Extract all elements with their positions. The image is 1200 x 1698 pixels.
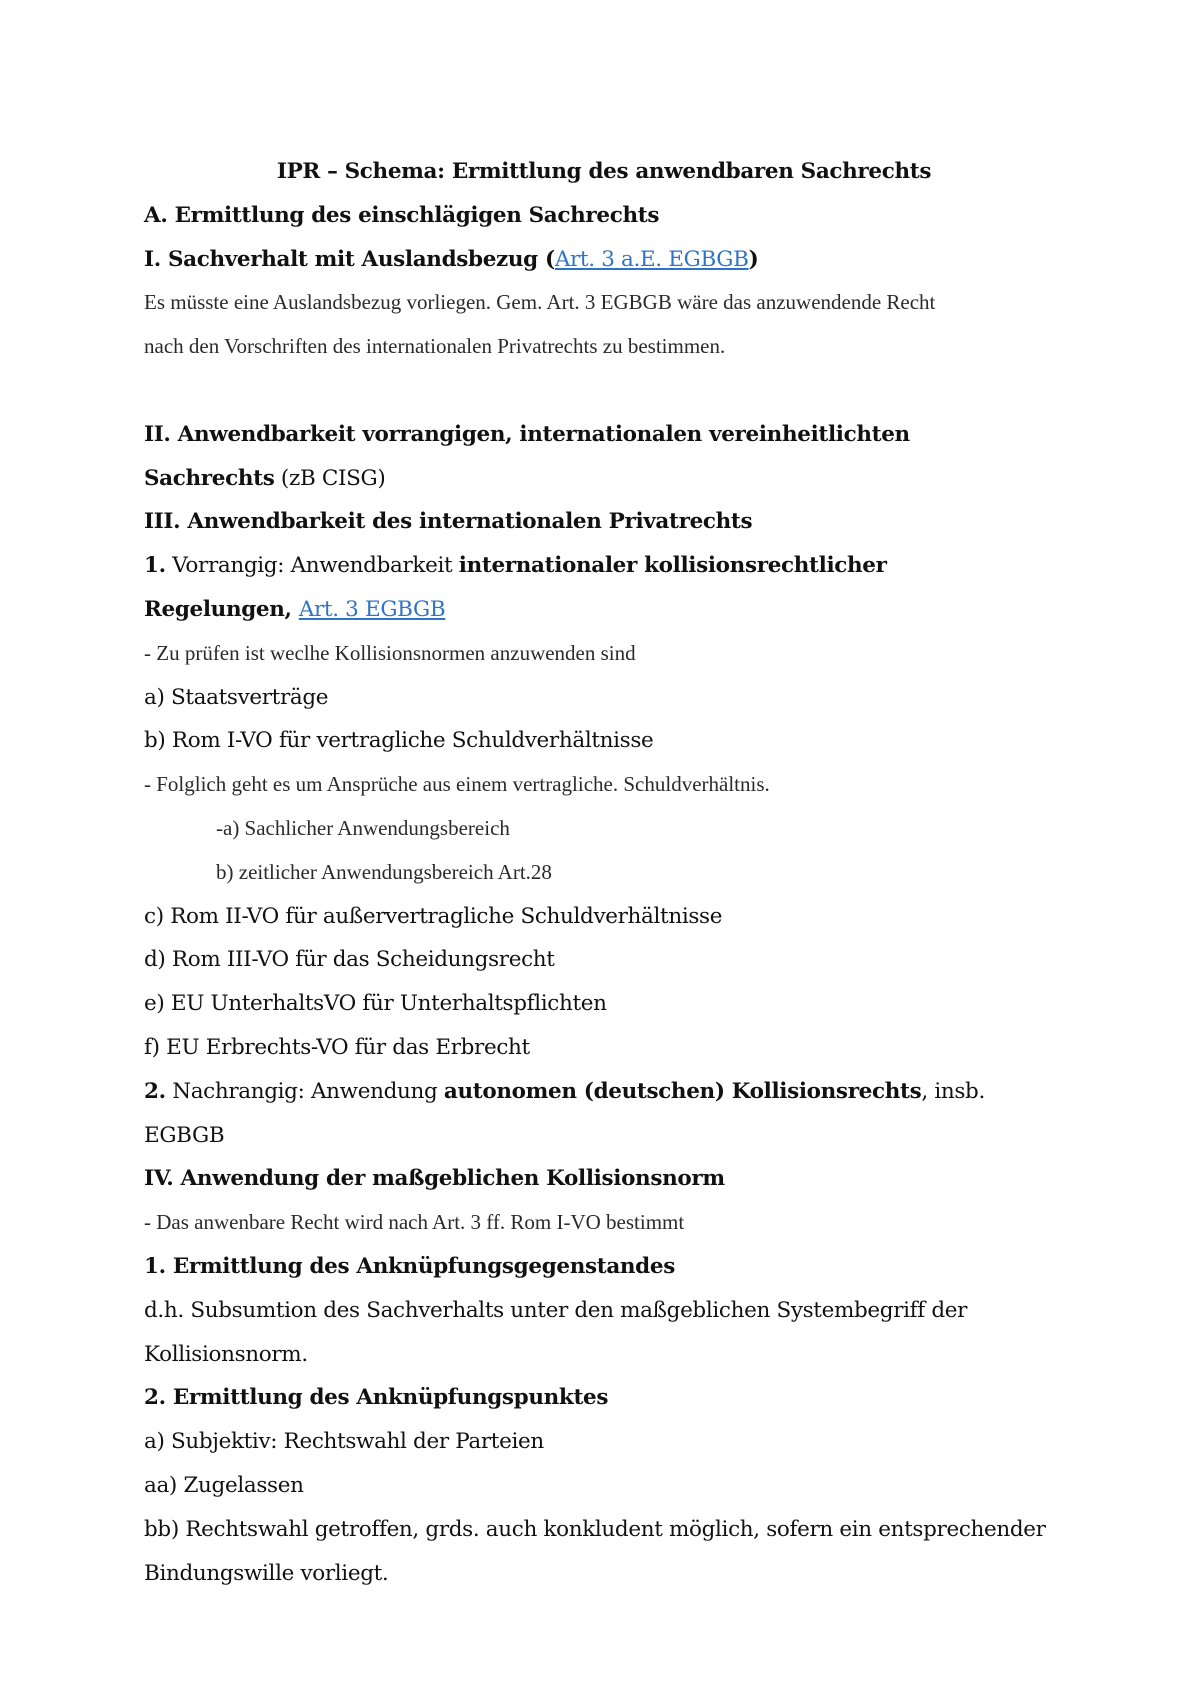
section-ii-rest: (zB CISG)	[274, 465, 386, 491]
document-page	[144, 150, 1064, 1595]
item-1	[144, 544, 1064, 588]
blank-line	[144, 369, 1064, 413]
paragraph-subsumtion-1: d.h. Subsumtion des Sachverhalts unter den maßgeblichen Systembegriff der	[144, 1297, 968, 1323]
section-i-close: )	[748, 246, 759, 272]
item-1-bold: internationaler kollisionsrechtlicher	[458, 553, 887, 579]
paragraph-auslandsbezug-2: nach den Vorschriften des internationalen Privatrechts zu bestimmen.	[144, 334, 726, 359]
subitem-a: -a) Sachlicher Anwendungsbereich	[216, 815, 510, 840]
document-title: IPR – Schema: Ermittlung des anwendbaren Sachrechts	[276, 159, 932, 184]
item-2-rest: , insb.	[921, 1078, 985, 1104]
item-2-cont: EGBGB	[144, 1122, 225, 1148]
section-iv-heading: IV. Anwendung der maßgeblichen Kollisionsnorm	[144, 1166, 725, 1192]
section-a-heading: A. Ermittlung des einschlägigen Sachrechts	[144, 202, 660, 228]
paragraph-subsumtion-2: Kollisionsnorm.	[144, 1341, 308, 1367]
link-art3-egbgb[interactable]: Art. 3 EGBGB	[298, 596, 446, 622]
item-1-cont	[144, 588, 1064, 632]
item-2-bold: autonomen (deutschen) Kollisionsrechts	[443, 1078, 922, 1104]
item-zugelassen: aa) Zugelassen	[144, 1472, 304, 1498]
section-ii-heading: II. Anwendbarkeit vorrangigen, internationalen vereinheitlichten	[144, 421, 910, 447]
section-iii-heading: III. Anwendbarkeit des internationalen Privatrechts	[144, 509, 753, 535]
item-rechtswahl-2: Bindungswille vorliegt.	[144, 1560, 389, 1586]
subsection-iv-1-heading: 1. Ermittlung des Anknüpfungsgegenstandes	[144, 1253, 675, 1279]
item-a: a) Staatsverträge	[144, 684, 329, 710]
paragraph-auslandsbezug-1: Es müsste eine Auslandsbezug vorliegen. Gem. Art. 3 EGBGB wäre das anzuwendende Recht	[144, 290, 936, 315]
item-1-cont-bold: Regelungen,	[144, 596, 299, 622]
note-anwendbares-recht: - Das anwenbare Recht wird nach Art. 3 ff. Rom I-VO bestimmt	[144, 1210, 685, 1235]
item-subjektiv: a) Subjektiv: Rechtswahl der Parteien	[144, 1429, 544, 1455]
note-schuldverhaeltnis: - Folglich geht es um Ansprüche aus einem vertragliche. Schuldverhältnis.	[144, 772, 770, 797]
item-d: d) Rom III-VO für das Scheidungsrecht	[144, 947, 555, 973]
item-rechtswahl-1: bb) Rechtswahl getroffen, grds. auch konkludent möglich, sofern ein entsprechender	[144, 1516, 1046, 1542]
item-1-number: 1.	[144, 553, 166, 579]
subitem-b: b) zeitlicher Anwendungsbereich Art.28	[216, 859, 552, 884]
link-art3-egbgb-ae[interactable]: Art. 3 a.E. EGBGB	[554, 246, 749, 272]
section-i-text: I. Sachverhalt mit Auslandsbezug (	[144, 246, 555, 272]
item-b: b) Rom I-VO für vertragliche Schuldverhältnisse	[144, 728, 654, 754]
item-c: c) Rom II-VO für außervertragliche Schuldverhältnisse	[144, 903, 723, 929]
subsection-iv-2-heading: 2. Ermittlung des Anknüpfungspunktes	[144, 1385, 609, 1411]
item-e: e) EU UnterhaltsVO für Unterhaltspflichten	[144, 991, 607, 1017]
item-2-plain: Nachrangig: Anwendung	[165, 1078, 444, 1104]
item-2	[144, 1070, 1064, 1114]
note-kollisionsnormen: - Zu prüfen ist weclhe Kollisionsnormen anzuwenden sind	[144, 640, 636, 665]
item-1-plain: Vorrangig: Anwendbarkeit	[165, 553, 459, 579]
section-ii-heading-cont	[144, 457, 1064, 501]
section-ii-bold: Sachrechts	[144, 465, 275, 491]
item-2-number: 2.	[144, 1078, 166, 1104]
item-f: f) EU Erbrechts-VO für das Erbrecht	[144, 1034, 530, 1060]
section-i-heading	[144, 238, 1064, 282]
